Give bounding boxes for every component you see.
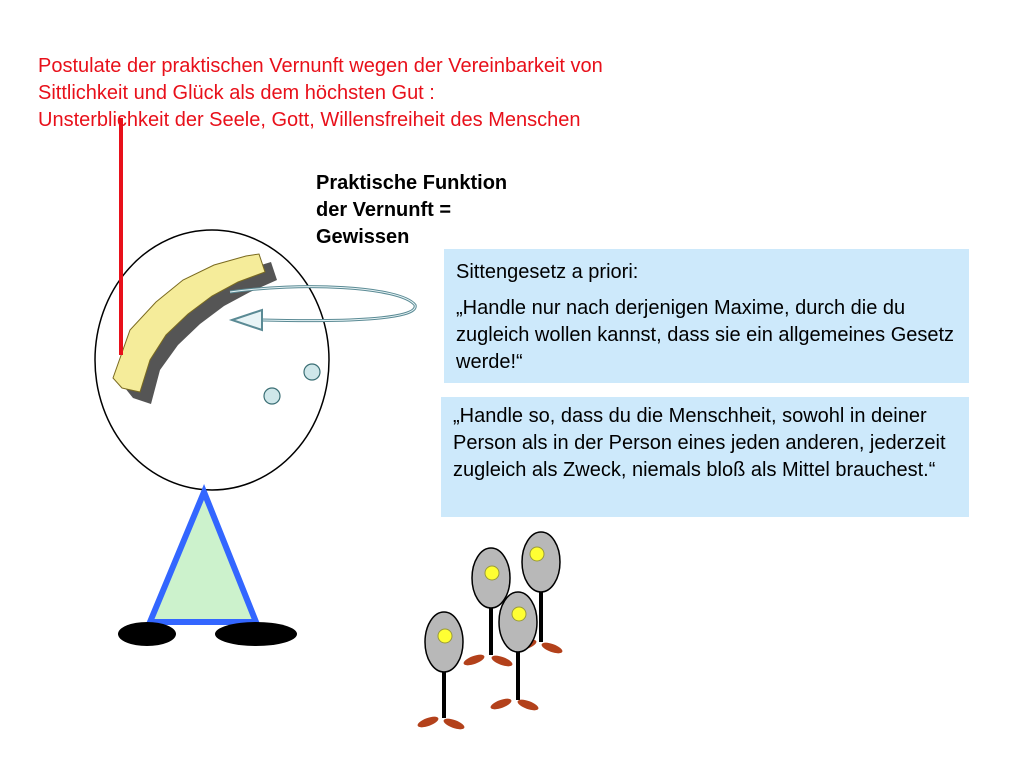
small-figure-foot	[489, 696, 512, 711]
figure-eye-left	[264, 388, 280, 404]
postulate-line-2: Sittlichkeit und Glück als dem höchsten Gut :	[38, 82, 435, 104]
figure-eye-right	[304, 364, 320, 380]
small-figure-foot	[462, 652, 485, 667]
postulate-line-1: Postulate der praktischen Vernunft wegen der Vereinbarkeit von	[38, 55, 603, 77]
practical-function-label	[316, 170, 556, 251]
postulate-text	[38, 53, 738, 134]
function-label-line-1: Praktische Funktion	[316, 172, 508, 194]
small-figure-eye	[530, 547, 544, 561]
figure-body	[150, 492, 256, 622]
small-figure-foot	[540, 640, 563, 655]
function-label-line-2: der Vernunft =	[316, 199, 452, 221]
moral-law-title: Sittengesetz a priori:	[456, 261, 639, 283]
humanity-quote: „Handle so, dass du die Menschheit, sowohl in deiner Person als in der Person eines jeden anderen, jederzeit zugleich als Zweck, niemals bloß als Mittel brauchest.“	[453, 405, 946, 481]
small-figures-group	[416, 532, 563, 732]
small-figure-eye	[512, 607, 526, 621]
small-figure-head	[499, 592, 537, 652]
moral-law-box	[444, 249, 969, 383]
small-figure-foot	[416, 714, 439, 729]
figure-foot-right	[215, 622, 297, 646]
function-label-line-3: Gewissen	[316, 226, 410, 248]
small-figure-eye	[438, 629, 452, 643]
moral-law-quote: „Handle nur nach derjenigen Maxime, durch die du zugleich wollen kannst, dass sie ein allgemeines Gesetz werde!“	[456, 297, 955, 373]
small-figure-foot	[490, 653, 513, 668]
small-figure-foot	[442, 716, 465, 731]
postulate-line-3: Unsterblichkeit der Seele, Gott, Willensfreiheit des Menschen	[38, 109, 581, 131]
small-figure-head	[522, 532, 560, 592]
figure-foot-left	[118, 622, 176, 646]
small-figure-eye	[485, 566, 499, 580]
humanity-box	[441, 397, 969, 517]
